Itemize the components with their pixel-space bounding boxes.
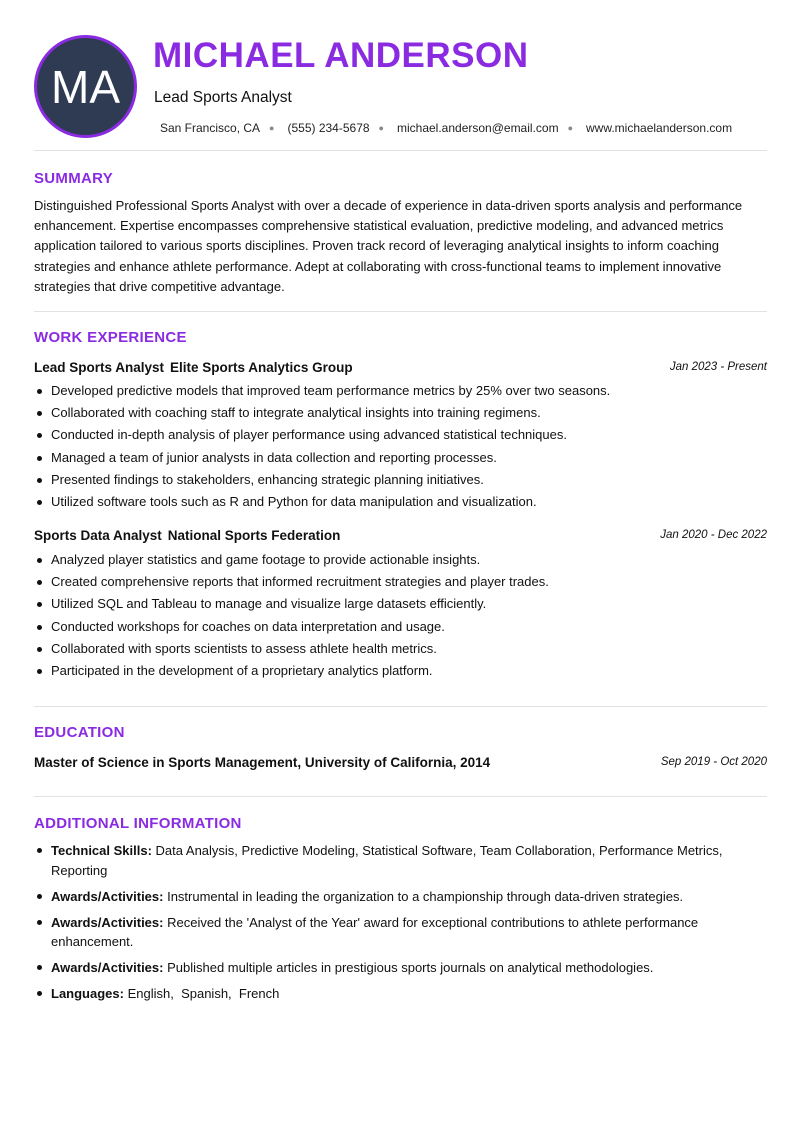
list-item: Created comprehensive reports that informed recruitment strategies and player trades. (34, 573, 767, 595)
candidate-name: MICHAEL ANDERSON (153, 36, 529, 75)
education-degree: Master of Science in Sports Management, University of California, 2014 (34, 754, 491, 770)
education-dates: Sep 2019 - Oct 2020 (660, 756, 767, 768)
list-item (34, 841, 767, 880)
avatar (34, 35, 137, 138)
experience-heading: WORK EXPERIENCE (34, 329, 187, 346)
item-text: English, Spanish, French (127, 986, 280, 1001)
list-item: Collaborated with sports scientists to assess athlete health metrics. (34, 640, 767, 662)
job-title (34, 360, 353, 375)
list-item: Managed a team of junior analysts in data collection and reporting processes. (34, 449, 767, 471)
list-item (34, 913, 767, 952)
job-role: Sports Data Analyst (34, 527, 162, 543)
candidate-role: Lead Sports Analyst (154, 89, 292, 106)
list-item: Collaborated with coaching staff to integrate analytical insights into training regimens. (34, 404, 767, 426)
item-text: Data Analysis, Predictive Modeling, Statistical Software, Team Collaboration, Performance Metrics, Reporting (51, 843, 723, 878)
list-item: Utilized SQL and Tableau to manage and visualize large datasets efficiently. (34, 595, 767, 617)
contact-location: San Francisco, CA (160, 121, 261, 135)
item-text: Instrumental in leading the organization to a championship through data-driven strategies. (167, 888, 684, 904)
job-dates: Jan 2020 - Dec 2022 (660, 529, 767, 541)
additional-list (34, 841, 767, 1010)
divider (34, 150, 767, 151)
contact-info (160, 120, 732, 136)
list-item: Utilized software tools such as R and Python for data manipulation and visualization. (34, 493, 767, 515)
separator-dot: ● (269, 123, 275, 133)
contact-email[interactable]: michael.anderson@email.com (396, 121, 559, 135)
divider (34, 706, 767, 707)
item-label: Technical Skills: (51, 843, 152, 858)
job-title (34, 528, 340, 543)
summary-text: Distinguished Professional Sports Analyst with over a decade of experience in data-driven sports analysis and performance enhancement. Expertise encompasses comprehensive statistical evaluation, predictive modeling, and advanced metrics application tailored to various sports disciplines. Proven track record of leveraging analytical insights to inform coaching strategies and enhance athlete performance. Adept at collaborating with cross-functional teams to implement innovative strategies that drive competitive advantage. (34, 198, 743, 294)
contact-phone[interactable]: (555) 234-5678 (287, 121, 370, 135)
item-label: Languages: (51, 986, 124, 1001)
list-item (34, 887, 767, 907)
item-label: Awards/Activities: (51, 914, 164, 930)
contact-website[interactable]: www.michaelanderson.com (586, 121, 733, 135)
item-text: Published multiple articles in prestigious sports journals on analytical methodologies. (167, 960, 654, 975)
education-entry (34, 753, 767, 771)
divider (34, 796, 767, 797)
list-item: Participated in the development of a proprietary analytics platform. (34, 662, 767, 684)
summary-heading: SUMMARY (34, 170, 114, 187)
separator-dot: ● (378, 123, 384, 133)
list-item: Conducted in-depth analysis of player performance using advanced statistical techniques. (34, 426, 767, 448)
list-item: Developed predictive models that improved team performance metrics by 25% over two seasons. (34, 382, 767, 404)
item-label: Awards/Activities: (51, 960, 164, 975)
list-item (34, 984, 767, 1004)
item-label: Awards/Activities: (51, 888, 164, 904)
job-header (34, 358, 767, 376)
job-company: National Sports Federation (167, 527, 341, 543)
list-item (34, 958, 767, 978)
job-bullets (34, 382, 767, 515)
list-item: Presented findings to stakeholders, enhancing strategic planning initiatives. (34, 471, 767, 493)
job-company: Elite Sports Analytics Group (170, 359, 353, 375)
additional-heading: ADDITIONAL INFORMATION (34, 815, 242, 832)
separator-dot: ● (567, 123, 574, 133)
avatar-initials: MA (51, 60, 120, 113)
list-item: Conducted workshops for coaches on data interpretation and usage. (34, 618, 767, 640)
divider (34, 311, 767, 312)
job-role: Lead Sports Analyst (34, 359, 165, 375)
item-text: Received the 'Analyst of the Year' award for exceptional contributions to athlete performance enhancement. (51, 914, 699, 949)
education-heading: EDUCATION (34, 724, 125, 741)
job-dates: Jan 2023 - Present (669, 361, 767, 373)
job-header (34, 526, 767, 544)
job-bullets (34, 551, 767, 684)
list-item: Analyzed player statistics and game footage to provide actionable insights. (34, 551, 767, 573)
